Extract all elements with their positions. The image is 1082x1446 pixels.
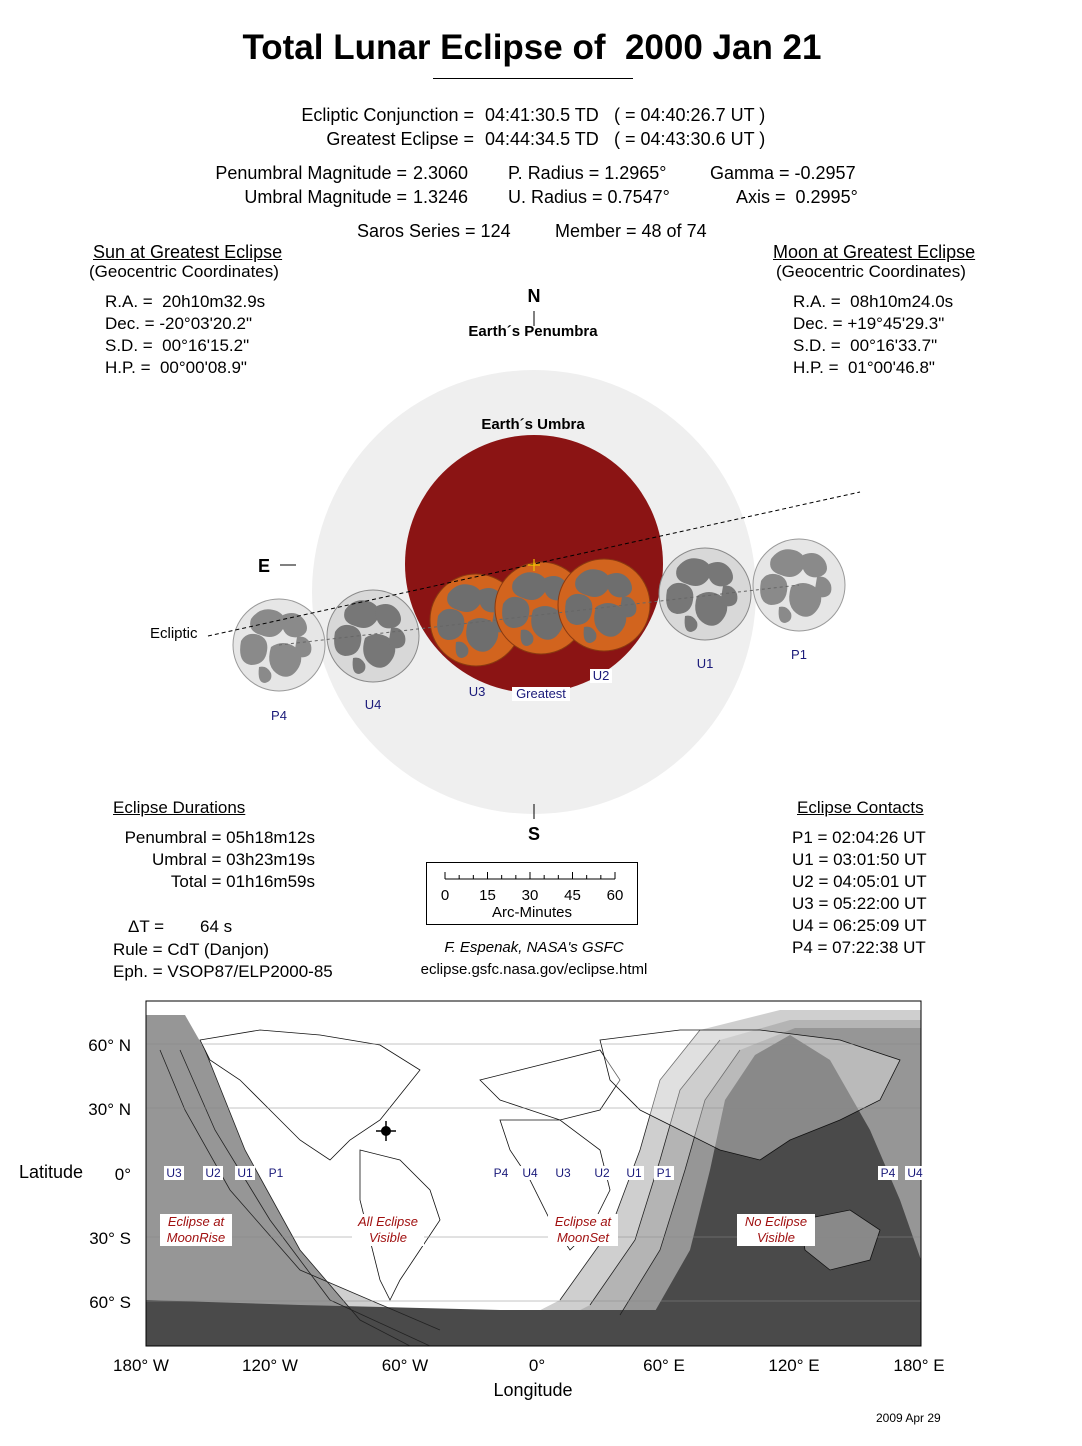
duration-total: Total = 01h16m59s — [170, 872, 315, 891]
conjunction-ut: ( = 04:40:26.7 UT ) — [614, 105, 766, 125]
axis: Axis = 0.2995° — [736, 187, 858, 207]
scale-tick-60: 60 — [606, 887, 624, 904]
moonset-line1: Eclipse at — [554, 1214, 612, 1229]
scale-tick-0: 0 — [440, 887, 450, 904]
credit-author: F. Espenak, NASA's GSFC — [444, 939, 624, 956]
moon-ra: R.A. = 08h10m24.0s — [793, 292, 954, 311]
map-east-u4: U4 — [907, 1166, 923, 1180]
map-mid-u1: U1 — [626, 1166, 642, 1180]
map-mid-p1: P1 — [656, 1166, 672, 1180]
south-label: S — [527, 824, 541, 844]
contacts-heading: Eclipse Contacts — [797, 798, 924, 817]
conjunction-label: Ecliptic Conjunction = — [301, 105, 474, 125]
map-ylabel: Latitude — [18, 1162, 84, 1182]
saros-series: Saros Series = 124 — [357, 221, 511, 241]
contact-p4: P4 = 07:22:38 UT — [792, 938, 926, 957]
lon-120w: 120° W — [242, 1356, 298, 1375]
greatest-label: Greatest Eclipse = — [326, 129, 474, 149]
eclipse-diagram — [0, 280, 1082, 860]
map-west-u2: U2 — [205, 1166, 221, 1180]
arcminute-scale — [426, 862, 640, 928]
contact-u2: U2 = 04:05:01 UT — [792, 872, 927, 891]
credit-url[interactable]: eclipse.gsfc.nasa.gov/eclipse.html — [420, 961, 648, 978]
all-visible-line1: All Eclipse — [358, 1214, 418, 1229]
east-label: E — [257, 556, 271, 576]
label-greatest: Greatest — [516, 686, 566, 701]
duration-umbral: Umbral = 03h23m19s — [151, 850, 315, 869]
scale-tick-30: 30 — [521, 887, 539, 904]
greatest-ut: ( = 04:43:30.6 UT ) — [614, 129, 766, 149]
greatest-td: 04:44:34.5 TD — [485, 129, 599, 149]
visibility-map — [0, 990, 1082, 1420]
sun-ra: R.A. = 20h10m32.9s — [105, 292, 266, 311]
all-visible-line2: Visible — [368, 1230, 408, 1245]
map-mid-p4: P4 — [493, 1166, 509, 1180]
moon-dec: Dec. = +19°45'29.3" — [793, 314, 945, 333]
umbral-mag-value: 1.3246 — [413, 187, 469, 207]
map-west-u3: U3 — [166, 1166, 182, 1180]
lat-0: 0° — [114, 1165, 131, 1184]
moonset-line2: MoonSet — [556, 1230, 610, 1245]
title-rule — [433, 78, 633, 79]
penumbral-mag-label: Penumbral Magnitude = — [215, 163, 407, 183]
rule: Rule = CdT (Danjon) — [113, 940, 270, 959]
sun-subheading: (Geocentric Coordinates) — [89, 262, 279, 281]
footer-date: 2009 Apr 29 — [876, 1411, 941, 1425]
delta-t-value: 64 s — [200, 917, 233, 936]
label-u3: U3 — [468, 684, 486, 699]
map-east-p4: P4 — [880, 1166, 896, 1180]
u-radius: U. Radius = 0.7547° — [508, 187, 670, 207]
penumbral-mag-value: 2.3060 — [413, 163, 469, 183]
label-u2: U2 — [592, 668, 610, 683]
durations-heading: Eclipse Durations — [113, 798, 246, 817]
scale-tick-15: 15 — [479, 887, 496, 904]
moon-hp: H.P. = 01°00'46.8" — [793, 358, 935, 377]
label-p4: P4 — [271, 708, 287, 723]
conjunction-td: 04:41:30.5 TD — [485, 105, 599, 125]
label-p1: P1 — [791, 647, 807, 662]
scale-tick-45: 45 — [564, 887, 581, 904]
no-eclipse-line1: No Eclipse — [744, 1214, 808, 1229]
moon-heading: Moon at Greatest Eclipse — [773, 242, 976, 262]
lon-60e: 60° E — [643, 1356, 685, 1375]
sun-dec: Dec. = -20°03'20.2" — [105, 314, 252, 333]
moon-u4 — [327, 590, 419, 682]
moonrise-line2: MoonRise — [166, 1230, 226, 1245]
moon-subheading: (Geocentric Coordinates) — [776, 262, 966, 281]
sun-sd: S.D. = 00°16'15.2" — [105, 336, 250, 355]
umbral-mag-label: Umbral Magnitude = — [244, 187, 407, 207]
delta-t-label: ΔT = — [128, 917, 165, 936]
scale-label: Arc-Minutes — [491, 904, 573, 921]
saros-member: Member = 48 of 74 — [555, 221, 707, 241]
umbra-label: Earth´s Umbra — [481, 416, 585, 433]
lon-180w: 180° W — [113, 1356, 169, 1375]
lat-30n: 30° N — [88, 1100, 131, 1119]
lon-120e: 120° E — [768, 1356, 820, 1375]
sun-heading: Sun at Greatest Eclipse — [93, 242, 283, 262]
moon-u2 — [558, 559, 650, 651]
contact-p1: P1 = 02:04:26 UT — [792, 828, 926, 847]
map-mid-u4: U4 — [522, 1166, 538, 1180]
north-label: N — [527, 286, 541, 306]
contact-u4: U4 = 06:25:09 UT — [792, 916, 927, 935]
map-xlabel: Longitude — [493, 1380, 573, 1400]
map-mid-u2: U2 — [594, 1166, 610, 1180]
map-west-u1: U1 — [237, 1166, 253, 1180]
p-radius: P. Radius = 1.2965° — [508, 163, 667, 183]
label-u4: U4 — [364, 697, 382, 712]
lat-30s: 30° S — [89, 1229, 131, 1248]
no-eclipse-line2: Visible — [756, 1230, 796, 1245]
sun-hp: H.P. = 00°00'08.9" — [105, 358, 247, 377]
ephemeris: Eph. = VSOP87/ELP2000-85 — [113, 962, 333, 981]
contact-u3: U3 = 05:22:00 UT — [792, 894, 927, 913]
contact-u1: U1 = 03:01:50 UT — [792, 850, 927, 869]
gamma: Gamma = -0.2957 — [710, 163, 856, 183]
lat-60n: 60° N — [88, 1036, 131, 1055]
map-mid-u3: U3 — [555, 1166, 571, 1180]
penumbra-label: Earth´s Penumbra — [468, 323, 598, 340]
duration-penumbral: Penumbral = 05h18m12s — [124, 828, 315, 847]
label-u1: U1 — [696, 656, 714, 671]
ecliptic-label: Ecliptic — [150, 625, 198, 642]
lat-60s: 60° S — [89, 1293, 131, 1312]
lon-60w: 60° W — [381, 1356, 429, 1375]
map-west-p1: P1 — [268, 1166, 284, 1180]
moon-u1 — [659, 548, 751, 640]
page-title: Total Lunar Eclipse of 2000 Jan 21 — [242, 28, 822, 67]
lon-180e: 180° E — [893, 1356, 945, 1375]
moon-sd: S.D. = 00°16'33.7" — [793, 336, 938, 355]
lon-0: 0° — [528, 1356, 546, 1375]
moonrise-line1: Eclipse at — [167, 1214, 225, 1229]
